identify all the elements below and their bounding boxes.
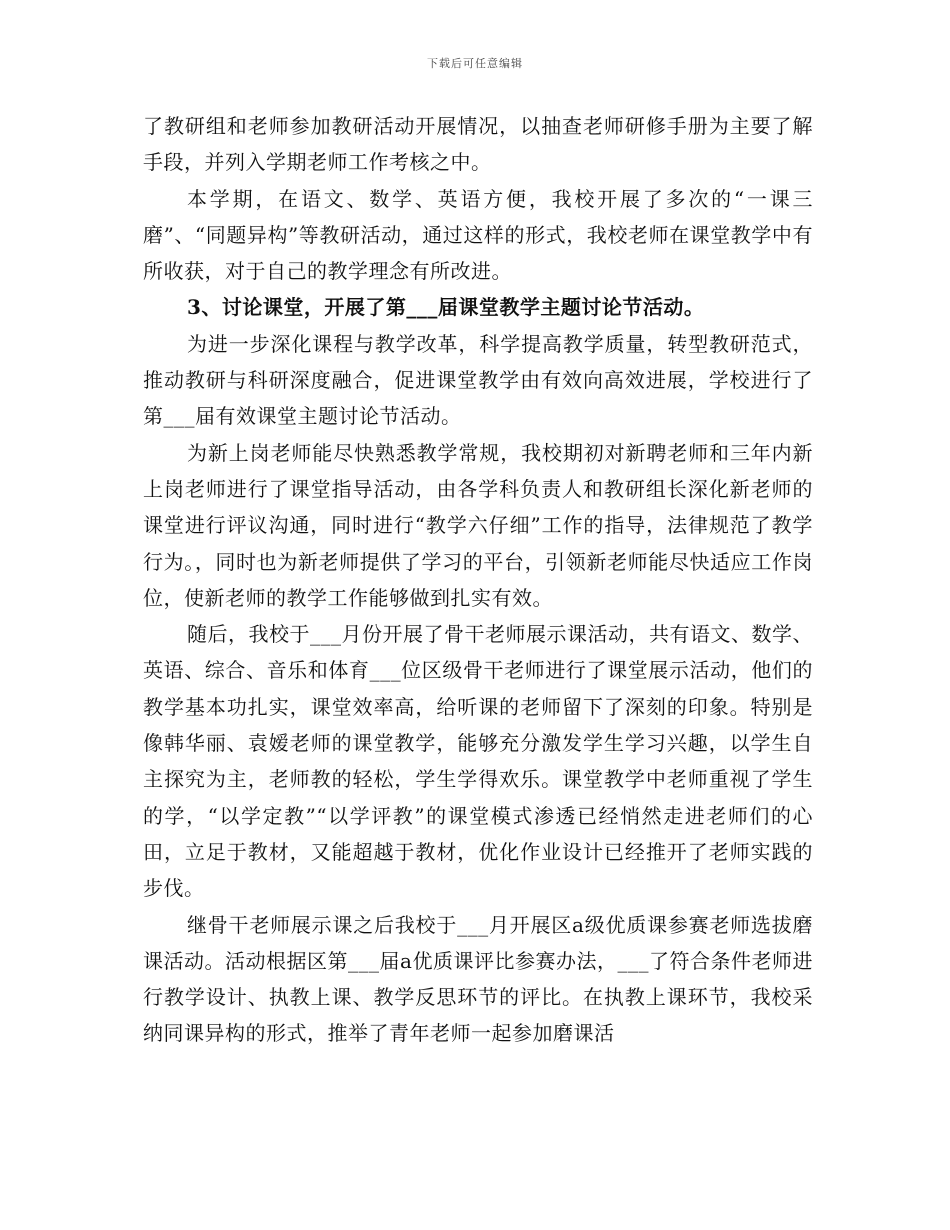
- paragraph-2: 本学期，在语文、数学、英语方便，我校开展了多次的“一课三磨”、“同题异构”等教研活动，通过这样的形式，我校老师在课堂教学中有所收获，对于自己的教学理念有所改进。: [143, 186, 813, 284]
- section-heading: 3、讨论课堂，开展了第___届课堂教学主题讨论节活动。: [187, 295, 705, 320]
- paragraph-5: 为新上岗老师能尽快熟悉教学常规，我校期初对新聘老师和三年内新上岗老师进行了课堂指导活动，由各学科负责人和教研组长深化新老师的课堂进行评议沟通，同时进行“教学六仔细”工作的指导，法律规范了教学行为。，同时也为新老师提供了学习的平台，引领新老师能尽快适应工作岗位，使新老师的教学工作能够做到扎实有效。: [143, 440, 813, 610]
- paragraph-6: 随后，我校于___月份开展了骨干老师展示课活动，共有语文、数学、英语、综合、音乐和体育___位区级骨干老师进行了课堂展示活动，他们的教学基本功扎实，课堂效率高，给听课的老师留下了深刻的印象。特别是像韩华丽、袁嫒老师的课堂教学，能够充分激发学生学习兴趣，以学生自主探究为主，老师教的轻松，学生学得欢乐。课堂教学中老师重视了学生的学，“以学定教”“以学评教”的课堂模式渗透已经悄然走进老师们的心田，立足于教材，又能超越于教材，优化作业设计已经推开了老师实践的步伐。: [143, 622, 813, 901]
- paragraph-4: 为进一步深化课程与教学改革，科学提高教学质量，转型教研范式，推动教研与科研深度融合，促进课堂教学由有效向高效进展，学校进行了第___届有效课堂主题讨论节活动。: [143, 331, 813, 429]
- page-header: 下载后可任意编辑: [427, 57, 523, 70]
- paragraph-7: 继骨干老师展示课之后我校于___月开展区a级优质课参赛老师选拔磨课活动。活动根据区第___届a优质课评比参赛办法，___了符合条件老师进行教学设计、执教上课、教学反思环节的评比。在执教上课环节，我校采纳同课异构的形式，推举了青年老师一起参加磨课活: [143, 912, 813, 1046]
- document-body: [143, 108, 813, 1052]
- paragraph-1: 了教研组和老师参加教研活动开展情况，以抽查老师研修手册为主要了解手段，并列入学期老师工作考核之中。: [143, 114, 813, 175]
